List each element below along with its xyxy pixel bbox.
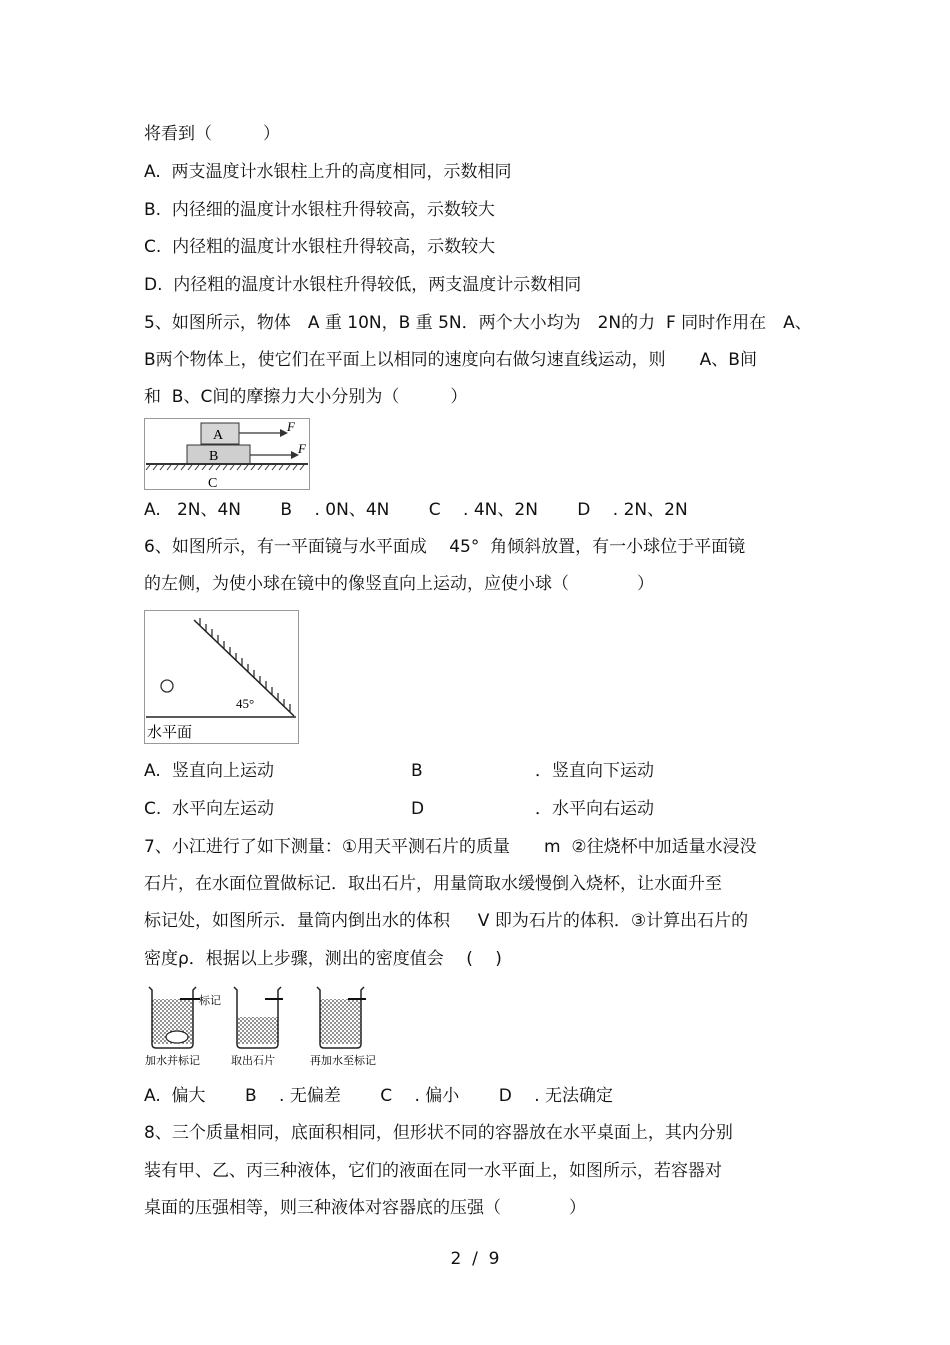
q4-option-a: A. 两支温度计水银柱上升的高度相同，示数相同 — [144, 162, 512, 182]
q7-options: A. 偏大 B . 无偏差 C . 偏小 D . 无法确定 — [144, 1086, 614, 1106]
q5-stem-line1: 5、如图所示，物体 A 重 10N，B 重 5N．两个大小均为 2N的力 F 同时作用在 A、 — [144, 313, 812, 333]
beaker-2 — [234, 987, 283, 1048]
label-c: C — [208, 476, 218, 490]
beaker-3 — [317, 987, 366, 1048]
caption-1: 加水并标记 — [145, 1054, 200, 1067]
block-b — [187, 445, 250, 464]
q5-figure-blocks — [144, 418, 310, 490]
q6-option-b-letter: B — [411, 761, 423, 781]
q6-option-d-letter: D — [411, 799, 425, 819]
q7-stem-line1: 7、小江进行了如下测量：①用天平测石片的质量 m ②往烧杯中加适量水浸没 — [144, 837, 757, 857]
q7-stem-line4: 密度ρ．根据以上步骤，测出的密度值会 ( ) — [144, 949, 502, 969]
ground-label: 水平面 — [147, 723, 193, 741]
q4-option-b: B. 内径细的温度计水银柱升得较高，示数较大 — [144, 200, 495, 220]
q6-option-b-text: ．竖直向下运动 — [535, 761, 654, 781]
q7-stem-line2: 石片，在水面位置做标记．取出石片，用量筒取水缓慢倒入烧杯，让水面升至 — [144, 874, 722, 894]
stone — [166, 1031, 188, 1043]
q6-option-d-text: ．水平向右运动 — [535, 799, 654, 819]
q4-option-d: D. 内径粗的温度计水银柱升得较低，两支温度计示数相同 — [144, 275, 582, 295]
q5-options: A. 2N、4N B . 0N、4N C . 4N、2N D . 2N、2N — [144, 500, 688, 520]
q6-option-a-text: 竖直向上运动 — [172, 761, 274, 781]
caption-2: 取出石片 — [231, 1054, 275, 1067]
q6-stem-line2: 的左侧，为使小球在镜中的像竖直向上运动，应使小球（ ） — [144, 574, 654, 594]
q6-figure-mirror — [144, 610, 299, 744]
q6-stem-line1: 6、如图所示，有一平面镜与水平面成 45° 角倾斜放置，有一小球位于平面镜 — [144, 537, 746, 557]
q7-stem-line3: 标记处，如图所示．量筒内倒出水的体积 V 即为石片的体积．③计算出石片的 — [144, 911, 749, 931]
q6-option-c-text: 水平向左运动 — [172, 799, 274, 819]
q4-stem-end: 将看到（ ） — [144, 124, 280, 144]
angle-label: 45° — [236, 696, 255, 711]
label-a: A — [213, 428, 224, 443]
q7-figure-beakers — [144, 984, 394, 1068]
mark-label: 标记 — [199, 994, 221, 1007]
page-number: 2 / 9 — [450, 1249, 500, 1269]
q8-stem-line1: 8、三个质量相同，底面积相同，但形状不同的容器放在水平桌面上，其内分别 — [144, 1123, 733, 1143]
label-f-bottom: F — [298, 441, 306, 456]
q6-option-c-letter: C. — [144, 799, 162, 819]
beaker-1 — [149, 987, 200, 1048]
q6-option-a-letter: A. — [144, 761, 161, 781]
q5-stem-line3: 和 B、C间的摩擦力大小分别为（ ） — [144, 387, 468, 407]
caption-3: 再加水至标记 — [310, 1054, 376, 1067]
q4-option-c: C. 内径粗的温度计水银柱升得较高，示数较大 — [144, 237, 496, 257]
q5-stem-line2: B两个物体上，使它们在平面上以相同的速度向右做匀速直线运动，则 A、B间 — [144, 350, 757, 370]
label-f-top: F — [287, 419, 295, 434]
q8-stem-line2: 装有甲、乙、丙三种液体，它们的液面在同一水平面上，如图所示，若容器对 — [144, 1161, 722, 1181]
q8-stem-line3: 桌面的压强相等，则三种液体对容器底的压强（ ） — [144, 1198, 586, 1218]
label-b: B — [209, 449, 219, 464]
